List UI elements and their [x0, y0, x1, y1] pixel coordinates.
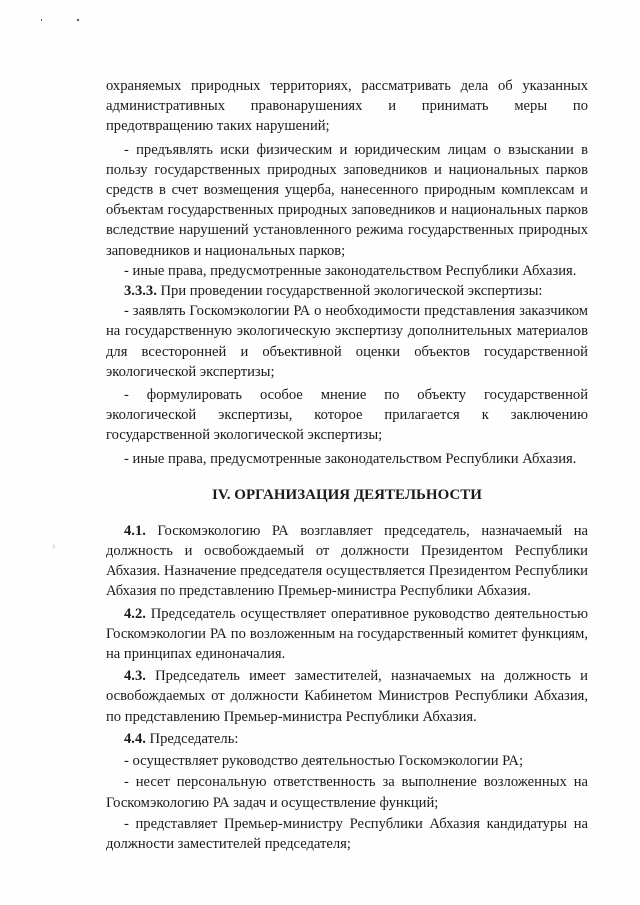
scan-speck	[41, 19, 42, 21]
clause-3-3-3	[106, 281, 588, 301]
clause-text: Председатель:	[145, 730, 239, 747]
clause-number: 4.2.	[124, 605, 146, 622]
scan-speck	[77, 19, 79, 21]
clause-text: Председатель осуществляет оперативное руководство деятельностью Госкомэкологии РА по возложенным на государственный комитет функциям, на принципах единоначалия.	[106, 605, 588, 663]
chairman-duty-item: - осуществляет руководство деятельностью Госкомэкологии РА;	[124, 752, 524, 769]
clause-text: Госкомэкологию РА возглавляет председатель, назначаемый на должность и освобождаемый от должности Президентом Республики Абхазия. Назначение председателя осуществляется Президентом Республики Абхазия по представлению Премьер-министра Республики Абхазия.	[106, 522, 588, 600]
rights-item: - иные права, предусмотренные законодательством Республики Абхазия.	[124, 262, 577, 279]
clause-number: 4.1.	[124, 522, 146, 539]
margin-mark: ›	[52, 540, 56, 552]
clause-4-4	[106, 729, 588, 749]
expertise-item: - иные права, предусмотренные законодательством Республики Абхазия.	[124, 450, 577, 467]
expertise-item: - заявлять Госкомэкологии РА о необходимости представления заказчиком на государственную экологическую экспертизу дополнительных материалов для всесторонней и объективной оценки объектов государственной экологической экспертизы;	[106, 303, 588, 380]
continuation-paragraph: охраняемых природных территориях, рассматривать дела об указанных административных правонарушениях и принимать меры по предотвращению таких нарушений;	[106, 78, 588, 135]
chairman-duty-item: - представляет Премьер-министру Республики Абхазия кандидатуры на должности заместителей председателя;	[106, 816, 588, 853]
expertise-item: - формулировать особое мнение по объекту государственной экологической экспертизы, которое прилагается к заключению государственной экологической экспертизы;	[106, 387, 588, 444]
chairman-duty-item: - несет персональную ответственность за выполнение возложенных на Госкомэкологию РА задач и осуществление функций;	[106, 774, 588, 811]
clause-4-2	[106, 604, 588, 665]
clause-text: При проведении государственной экологической экспертизы:	[156, 283, 543, 300]
clause-4-1	[106, 521, 588, 602]
clause-4-3	[106, 666, 588, 727]
clause-number: 4.3.	[124, 668, 146, 685]
clause-number: 3.3.3.	[124, 283, 157, 300]
clause-text: Председатель имеет заместителей, назначаемых на должность и освобождаемых от должности Кабинетом Министров Республики Абхазия, по представлению Премьер-министра Республики Абхазия.	[106, 668, 588, 725]
section-heading: IV. ОРГАНИЗАЦИЯ ДЕЯТЕЛЬНОСТИ	[212, 486, 482, 503]
clause-number: 4.4.	[124, 730, 146, 747]
document-body	[106, 76, 588, 855]
rights-item: - предъявлять иски физическим и юридическим лицам о взыскании в пользу государственных природных заповедников и национальных парков средств в счет возмещения ущерба, нанесенного природным комплексам и объектам государственных природных заповедников и национальных парков вследствие нарушений установленного режима государственных природных заповедников и национальных парков;	[106, 141, 588, 259]
